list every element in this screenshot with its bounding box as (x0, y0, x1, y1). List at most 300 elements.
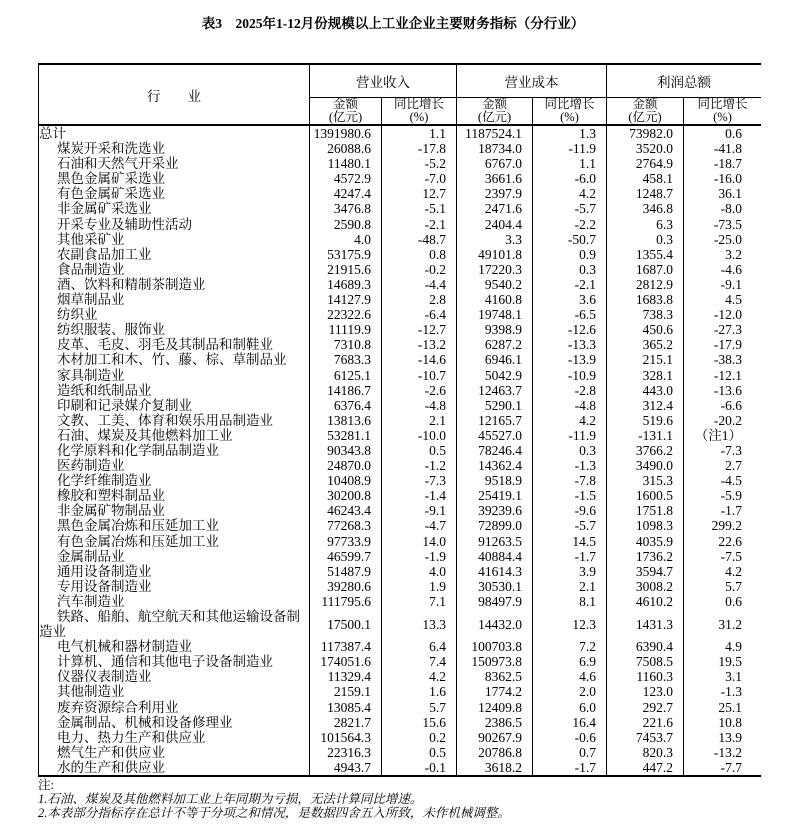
profit-amount-cell: 1248.7 (606, 186, 683, 201)
profit-amount-cell: 123.0 (606, 684, 683, 699)
revenue-growth-cell: -1.9 (381, 549, 456, 564)
profit-amount-cell: 447.2 (606, 760, 683, 775)
revenue-growth-cell: 4.0 (381, 564, 456, 579)
industry-name-cell: 有色金属冶炼和压延加工业 (57, 533, 219, 549)
profit-amount-cell: 315.3 (606, 473, 683, 488)
notes (38, 778, 750, 820)
cost-growth-cell: -13.9 (532, 352, 606, 367)
revenue-growth-cell: 15.6 (381, 715, 456, 730)
profit-growth-cell: 4.5 (683, 292, 761, 307)
cost-amount-cell: 98497.9 (456, 594, 532, 609)
industry-name-cell: 石油和天然气开采业 (57, 156, 179, 172)
cost-growth-cell: -6.0 (532, 171, 606, 186)
cost-amount-cell: 2404.4 (456, 217, 532, 232)
profit-amount-cell: 738.3 (606, 307, 683, 322)
profit-amount-cell: 7453.7 (606, 730, 683, 745)
cost-amount-cell: 91263.5 (456, 534, 532, 549)
revenue-growth-cell: 0.5 (381, 745, 456, 760)
profit-growth-cell: -38.3 (683, 352, 761, 367)
revenue-growth-cell: -7.0 (381, 171, 456, 186)
profit-growth-cell: 22.6 (683, 534, 761, 549)
revenue-amount-cell: 17500.1 (309, 609, 381, 639)
revenue-amount-cell: 14186.7 (309, 383, 381, 398)
profit-growth-cell: 299.2 (683, 518, 761, 533)
revenue-amount-cell: 13085.4 (309, 700, 381, 715)
revenue-amount-cell: 3476.8 (309, 201, 381, 216)
industry-name-cell: 通用设备制造业 (57, 563, 152, 579)
profit-growth-cell: -12.0 (683, 307, 761, 322)
cost-amount-cell: 18734.0 (456, 141, 532, 156)
revenue-growth-cell: 1.6 (381, 684, 456, 699)
revenue-growth-cell: -4.7 (381, 518, 456, 533)
industry-name-cell: 农副食品加工业 (57, 246, 152, 262)
cost-growth-cell: 3.9 (532, 564, 606, 579)
profit-amount-cell: -131.1 (606, 428, 683, 443)
financial-indicators-table (38, 63, 761, 777)
cost-amount-cell: 1774.2 (456, 684, 532, 699)
revenue-amount-cell: 2590.8 (309, 217, 381, 232)
revenue-amount-cell: 6376.4 (309, 398, 381, 413)
cost-amount-cell: 4160.8 (456, 292, 532, 307)
profit-growth-cell: -73.5 (683, 217, 761, 232)
cost-amount-cell: 3661.6 (456, 171, 532, 186)
revenue-amount-cell: 174051.6 (309, 654, 381, 669)
industry-name-cell: 汽车制造业 (57, 593, 125, 609)
industry-column-header: 行 业 (39, 65, 309, 126)
revenue-growth-cell: -10.0 (381, 428, 456, 443)
revenue-amount-cell: 4.0 (309, 232, 381, 247)
profit-amount-cell: 450.6 (606, 322, 683, 337)
revenue-amount-cell: 111795.6 (309, 594, 381, 609)
cost-growth-cell: 6.9 (532, 654, 606, 669)
profit-amount-cell: 4035.9 (606, 534, 683, 549)
cost-amount-cell: 45527.0 (456, 428, 532, 443)
industry-name-cell: 非金属矿物制品业 (57, 503, 165, 519)
industry-name-cell: 印刷和记录媒介复制业 (57, 397, 192, 413)
profit-growth-cell: 10.8 (683, 715, 761, 730)
profit-amount-cell: 443.0 (606, 383, 683, 398)
revenue-growth-cell: 7.4 (381, 654, 456, 669)
subheader-growth-line2: (%) (713, 110, 732, 124)
cost-amount-cell: 9540.2 (456, 277, 532, 292)
profit-amount-cell: 1687.0 (606, 262, 683, 277)
cost-growth-cell: -10.9 (532, 368, 606, 383)
industry-name-cell: 专用设备制造业 (57, 578, 152, 594)
cost-amount-cell: 39239.6 (456, 503, 532, 518)
cost-amount-cell: 12409.8 (456, 700, 532, 715)
industry-name-cell: 燃气生产和供应业 (57, 744, 165, 760)
profit-growth-cell: -13.2 (683, 745, 761, 760)
profit-growth-cell: 3.2 (683, 247, 761, 262)
revenue-amount-cell: 90343.8 (309, 443, 381, 458)
industry-name-cell: 酒、饮料和精制茶制造业 (57, 276, 206, 292)
revenue-growth-cell: -0.2 (381, 262, 456, 277)
cost-growth-cell: -5.7 (532, 518, 606, 533)
note-item-1: 1.石油、煤炭及其他燃料加工业上年同期为亏损，无法计算同比增速。 (38, 792, 423, 806)
revenue-growth-cell: -9.1 (381, 503, 456, 518)
cost-growth-cell: 0.3 (532, 262, 606, 277)
industry-name-cell: 电气机械和器材制造业 (57, 639, 192, 655)
revenue-amount-cell: 10408.9 (309, 473, 381, 488)
revenue-growth-cell: -17.8 (381, 141, 456, 156)
revenue-amount-cell: 53175.9 (309, 247, 381, 262)
profit-amount-cell: 1751.8 (606, 503, 683, 518)
profit-amount-cell: 312.4 (606, 398, 683, 413)
profit-growth-cell: -18.7 (683, 156, 761, 171)
industry-name-cell: 水的生产和供应业 (57, 759, 165, 775)
profit-amount-cell: 3490.0 (606, 458, 683, 473)
revenue-amount-cell: 30200.8 (309, 488, 381, 503)
profit-amount-cell: 73982.0 (606, 126, 683, 141)
revenue-amount-cell: 4943.7 (309, 760, 381, 775)
revenue-amount-cell: 51487.9 (309, 564, 381, 579)
profit-growth-cell: -5.9 (683, 488, 761, 503)
profit-growth-cell: -4.5 (683, 473, 761, 488)
revenue-growth-cell: 13.3 (381, 609, 456, 639)
revenue-amount-cell: 4572.9 (309, 171, 381, 186)
profit-growth-cell: -8.0 (683, 201, 761, 216)
profit-amount-cell: 1736.2 (606, 549, 683, 564)
profit-amount-cell: 3008.2 (606, 579, 683, 594)
profit-amount-cell: 519.6 (606, 413, 683, 428)
cost-growth-cell: 0.9 (532, 247, 606, 262)
industry-name-cell: 黑色金属冶炼和压延加工业 (57, 518, 219, 534)
revenue-amount-cell: 11329.4 (309, 669, 381, 684)
revenue-amount-cell: 6125.1 (309, 368, 381, 383)
cost-growth-cell: 14.5 (532, 534, 606, 549)
cost-amount-cell: 2397.9 (456, 186, 532, 201)
revenue-growth-cell: -4.4 (381, 277, 456, 292)
revenue-growth-cell: 5.7 (381, 700, 456, 715)
industry-name-cell: 其他采矿业 (57, 231, 125, 247)
revenue-amount-cell: 21915.6 (309, 262, 381, 277)
revenue-amount-cell: 26088.6 (309, 141, 381, 156)
cost-growth-cell: 4.2 (532, 413, 606, 428)
revenue-amount-cell: 22322.6 (309, 307, 381, 322)
cost-growth-cell: -5.7 (532, 201, 606, 216)
profit-growth-cell: -27.3 (683, 322, 761, 337)
subheader-profit-amount (606, 98, 683, 126)
cost-growth-cell: 0.3 (532, 443, 606, 458)
revenue-growth-cell: 7.1 (381, 594, 456, 609)
profit-growth-cell: 0.6 (683, 594, 761, 609)
industry-name-cell: 金属制品、机械和设备修理业 (57, 714, 233, 730)
page-title: 表3 2025年1-12月份规模以上工业企业主要财务指标（分行业） (201, 16, 585, 31)
revenue-amount-cell: 53281.1 (309, 428, 381, 443)
revenue-growth-cell: -12.7 (381, 322, 456, 337)
profit-growth-cell: （注1） (683, 428, 761, 443)
revenue-amount-cell: 7310.8 (309, 337, 381, 352)
industry-name-cell: 废弃资源综合利用业 (57, 699, 179, 715)
industry-name-cell: 电力、热力生产和供应业 (57, 729, 206, 745)
industry-name-cell: 医药制造业 (57, 458, 125, 474)
revenue-growth-cell: 14.0 (381, 534, 456, 549)
profit-amount-cell: 1431.3 (606, 609, 683, 639)
cost-amount-cell: 40884.4 (456, 549, 532, 564)
industry-name-cell: 造纸和纸制品业 (57, 382, 152, 398)
cost-amount-cell: 49101.8 (456, 247, 532, 262)
industry-name-cell: 黑色金属矿采选业 (57, 171, 165, 187)
revenue-amount-cell: 2821.7 (309, 715, 381, 730)
profit-growth-cell: -16.0 (683, 171, 761, 186)
industry-name-cell: 纺织服装、服饰业 (57, 322, 165, 338)
cost-amount-cell: 90267.9 (456, 730, 532, 745)
profit-amount-cell: 7508.5 (606, 654, 683, 669)
revenue-amount-cell: 24870.0 (309, 458, 381, 473)
profit-amount-cell: 458.1 (606, 171, 683, 186)
profit-amount-cell: 215.1 (606, 352, 683, 367)
cost-amount-cell: 1187524.1 (456, 126, 532, 141)
profit-growth-cell: -7.3 (683, 443, 761, 458)
revenue-growth-cell: -4.8 (381, 398, 456, 413)
cost-amount-cell: 14432.0 (456, 609, 532, 639)
cost-growth-cell: -1.7 (532, 760, 606, 775)
profit-amount-cell: 6390.4 (606, 639, 683, 654)
cost-amount-cell: 12463.7 (456, 383, 532, 398)
cost-amount-cell: 150973.8 (456, 654, 532, 669)
profit-growth-cell: -1.7 (683, 503, 761, 518)
subheader-revenue-amount (309, 98, 381, 126)
subheader-amount-line2: (亿元) (328, 110, 363, 124)
cost-growth-cell: 12.3 (532, 609, 606, 639)
profit-growth-cell: -41.8 (683, 141, 761, 156)
industry-name-cell: 煤炭开采和洗选业 (57, 141, 165, 157)
subheader-growth-line2: (%) (409, 110, 429, 124)
cost-growth-cell: 3.6 (532, 292, 606, 307)
cost-growth-cell: -2.2 (532, 217, 606, 232)
revenue-growth-cell: -6.4 (381, 307, 456, 322)
profit-growth-cell: 5.7 (683, 579, 761, 594)
cost-growth-cell: -12.6 (532, 322, 606, 337)
profit-growth-cell: 3.1 (683, 669, 761, 684)
cost-amount-cell: 14362.4 (456, 458, 532, 473)
subheader-cost-amount (456, 98, 532, 126)
cost-amount-cell: 9398.9 (456, 322, 532, 337)
subheader-amount-line2: (亿元) (628, 110, 662, 124)
industry-name-cell: 文教、工美、体育和娱乐用品制造业 (57, 412, 273, 428)
cost-amount-cell: 9518.9 (456, 473, 532, 488)
revenue-amount-cell: 14127.9 (309, 292, 381, 307)
industry-name-cell: 金属制品业 (57, 548, 125, 564)
cost-amount-cell: 100703.8 (456, 639, 532, 654)
group-header-operating-cost: 营业成本 (456, 65, 606, 98)
revenue-growth-cell: 2.8 (381, 292, 456, 307)
cost-growth-cell: 0.7 (532, 745, 606, 760)
subheader-revenue-growth (381, 98, 456, 126)
revenue-growth-cell: 0.5 (381, 443, 456, 458)
industry-name-cell: 食品制造业 (57, 261, 125, 277)
revenue-amount-cell: 39280.6 (309, 579, 381, 594)
industry-name-cell: 家具制造业 (57, 367, 125, 383)
cost-growth-cell: 8.1 (532, 594, 606, 609)
industry-name-cell: 计算机、通信和其他电子设备制造业 (57, 654, 273, 670)
revenue-growth-cell: -0.1 (381, 760, 456, 775)
profit-amount-cell: 1160.3 (606, 669, 683, 684)
subheader-growth-line1: 同比增长 (697, 97, 748, 111)
profit-amount-cell: 4610.2 (606, 594, 683, 609)
profit-growth-cell: 19.5 (683, 654, 761, 669)
revenue-amount-cell: 11119.9 (309, 322, 381, 337)
industry-name-cell: 纺织业 (57, 307, 98, 323)
profit-growth-cell: -7.7 (683, 760, 761, 775)
profit-growth-cell: 31.2 (683, 609, 761, 639)
industry-name-cell: 木材加工和木、竹、藤、棕、草制品业 (57, 352, 287, 368)
profit-growth-cell: -7.5 (683, 549, 761, 564)
subheader-profit-growth (683, 98, 761, 126)
profit-growth-cell: 2.7 (683, 458, 761, 473)
profit-growth-cell: 25.1 (683, 700, 761, 715)
revenue-growth-cell: -48.7 (381, 232, 456, 247)
cost-amount-cell: 41614.3 (456, 564, 532, 579)
cost-growth-cell: -0.6 (532, 730, 606, 745)
subheader-growth-line1: 同比增长 (544, 97, 595, 111)
group-header-operating-revenue: 营业收入 (309, 65, 456, 98)
revenue-amount-cell: 1391980.6 (309, 126, 381, 141)
cost-amount-cell: 6767.0 (456, 156, 532, 171)
cost-growth-cell: 2.1 (532, 579, 606, 594)
cost-growth-cell: 16.4 (532, 715, 606, 730)
revenue-growth-cell: 0.8 (381, 247, 456, 262)
cost-growth-cell: -1.3 (532, 458, 606, 473)
cost-growth-cell: -4.8 (532, 398, 606, 413)
cost-amount-cell: 30530.1 (456, 579, 532, 594)
profit-amount-cell: 820.3 (606, 745, 683, 760)
cost-growth-cell: 1.3 (532, 126, 606, 141)
industry-name-cell: 橡胶和塑料制品业 (57, 488, 165, 504)
profit-amount-cell: 2764.9 (606, 156, 683, 171)
cost-amount-cell: 3.3 (456, 232, 532, 247)
revenue-amount-cell: 97733.9 (309, 534, 381, 549)
revenue-amount-cell: 22316.3 (309, 745, 381, 760)
profit-amount-cell: 1098.3 (606, 518, 683, 533)
cost-growth-cell: -2.8 (532, 383, 606, 398)
revenue-growth-cell: -1.2 (381, 458, 456, 473)
industry-name-cell: 石油、煤炭及其他燃料加工业 (57, 427, 233, 443)
revenue-amount-cell: 11480.1 (309, 156, 381, 171)
cost-amount-cell: 8362.5 (456, 669, 532, 684)
revenue-amount-cell: 7683.3 (309, 352, 381, 367)
profit-growth-cell: -1.3 (683, 684, 761, 699)
industry-name-cell: 其他制造业 (57, 684, 125, 700)
cost-amount-cell: 6946.1 (456, 352, 532, 367)
revenue-growth-cell: -7.3 (381, 473, 456, 488)
profit-growth-cell: -4.6 (683, 262, 761, 277)
cost-growth-cell: 7.2 (532, 639, 606, 654)
profit-amount-cell: 221.6 (606, 715, 683, 730)
profit-growth-cell: 13.9 (683, 730, 761, 745)
profit-amount-cell: 346.8 (606, 201, 683, 216)
subheader-growth-line2: (%) (560, 110, 579, 124)
subheader-amount-line1: 金额 (332, 97, 358, 111)
subheader-amount-line2: (亿元) (477, 110, 512, 124)
revenue-amount-cell: 117387.4 (309, 639, 381, 654)
revenue-amount-cell: 46599.7 (309, 549, 381, 564)
industry-name-cell: 有色金属矿采选业 (57, 186, 165, 202)
profit-amount-cell: 328.1 (606, 368, 683, 383)
cost-growth-cell: 2.0 (532, 684, 606, 699)
profit-growth-cell: -25.0 (683, 232, 761, 247)
profit-amount-cell: 3520.0 (606, 141, 683, 156)
industry-name-cell: 铁路、船舶、航空航天和其他运输设备制造业 (39, 609, 300, 640)
cost-growth-cell: 6.0 (532, 700, 606, 715)
profit-amount-cell: 1355.4 (606, 247, 683, 262)
revenue-growth-cell: -14.6 (381, 352, 456, 367)
revenue-amount-cell: 101564.3 (309, 730, 381, 745)
revenue-growth-cell: -13.2 (381, 337, 456, 352)
cost-amount-cell: 6287.2 (456, 337, 532, 352)
cost-growth-cell: 4.6 (532, 669, 606, 684)
industry-name-cell: 皮革、毛皮、羽毛及其制品和制鞋业 (57, 337, 273, 353)
revenue-growth-cell: -1.4 (381, 488, 456, 503)
subheader-amount-line1: 金额 (632, 97, 658, 111)
revenue-growth-cell: 4.2 (381, 669, 456, 684)
profit-amount-cell: 292.7 (606, 700, 683, 715)
profit-amount-cell: 0.3 (606, 232, 683, 247)
profit-growth-cell: 4.2 (683, 564, 761, 579)
notes-label: 注: (38, 778, 54, 792)
industry-name-cell: 烟草制品业 (57, 292, 125, 308)
profit-amount-cell: 1600.5 (606, 488, 683, 503)
cost-growth-cell: 1.1 (532, 156, 606, 171)
revenue-growth-cell: -2.1 (381, 217, 456, 232)
revenue-growth-cell: -5.2 (381, 156, 456, 171)
revenue-growth-cell: 12.7 (381, 186, 456, 201)
profit-growth-cell: -9.1 (683, 277, 761, 292)
cost-growth-cell: -1.7 (532, 549, 606, 564)
cost-growth-cell: -2.1 (532, 277, 606, 292)
cost-growth-cell: 4.2 (532, 186, 606, 201)
revenue-growth-cell: 0.2 (381, 730, 456, 745)
industry-name-cell: 开采专业及辅助性活动 (57, 216, 192, 232)
subheader-amount-line1: 金额 (481, 97, 507, 111)
profit-growth-cell: 0.6 (683, 126, 761, 141)
profit-growth-cell: -17.9 (683, 337, 761, 352)
cost-amount-cell: 17220.3 (456, 262, 532, 277)
cost-amount-cell: 2386.5 (456, 715, 532, 730)
cost-amount-cell: 12165.7 (456, 413, 532, 428)
revenue-amount-cell: 2159.1 (309, 684, 381, 699)
cost-amount-cell: 2471.6 (456, 201, 532, 216)
cost-growth-cell: -9.6 (532, 503, 606, 518)
cost-amount-cell: 5042.9 (456, 368, 532, 383)
industry-name-cell: 非金属矿采选业 (57, 201, 152, 217)
cost-amount-cell: 5290.1 (456, 398, 532, 413)
revenue-growth-cell: 1.1 (381, 126, 456, 141)
industry-name-cell: 化学原料和化学制品制造业 (57, 442, 219, 458)
cost-amount-cell: 19748.1 (456, 307, 532, 322)
cost-amount-cell: 78246.4 (456, 443, 532, 458)
profit-growth-cell: -6.6 (683, 398, 761, 413)
subheader-cost-growth (532, 98, 606, 126)
profit-growth-cell: -12.1 (683, 368, 761, 383)
revenue-amount-cell: 4247.4 (309, 186, 381, 201)
cost-growth-cell: -7.8 (532, 473, 606, 488)
profit-amount-cell: 1683.8 (606, 292, 683, 307)
cost-growth-cell: -1.5 (532, 488, 606, 503)
industry-name-cell: 总计 (39, 126, 66, 141)
revenue-growth-cell: -5.1 (381, 201, 456, 216)
cost-amount-cell: 72899.0 (456, 518, 532, 533)
revenue-growth-cell: 2.1 (381, 413, 456, 428)
profit-growth-cell: 36.1 (683, 186, 761, 201)
profit-growth-cell: 4.9 (683, 639, 761, 654)
cost-growth-cell: -13.3 (532, 337, 606, 352)
note-item-2: 2.本表部分指标存在总计不等于分项之和情况，是数据四舍五入所致，未作机械调整。 (38, 806, 510, 820)
cost-growth-cell: -11.9 (532, 428, 606, 443)
cost-amount-cell: 20786.8 (456, 745, 532, 760)
revenue-growth-cell: 1.9 (381, 579, 456, 594)
revenue-amount-cell: 77268.3 (309, 518, 381, 533)
